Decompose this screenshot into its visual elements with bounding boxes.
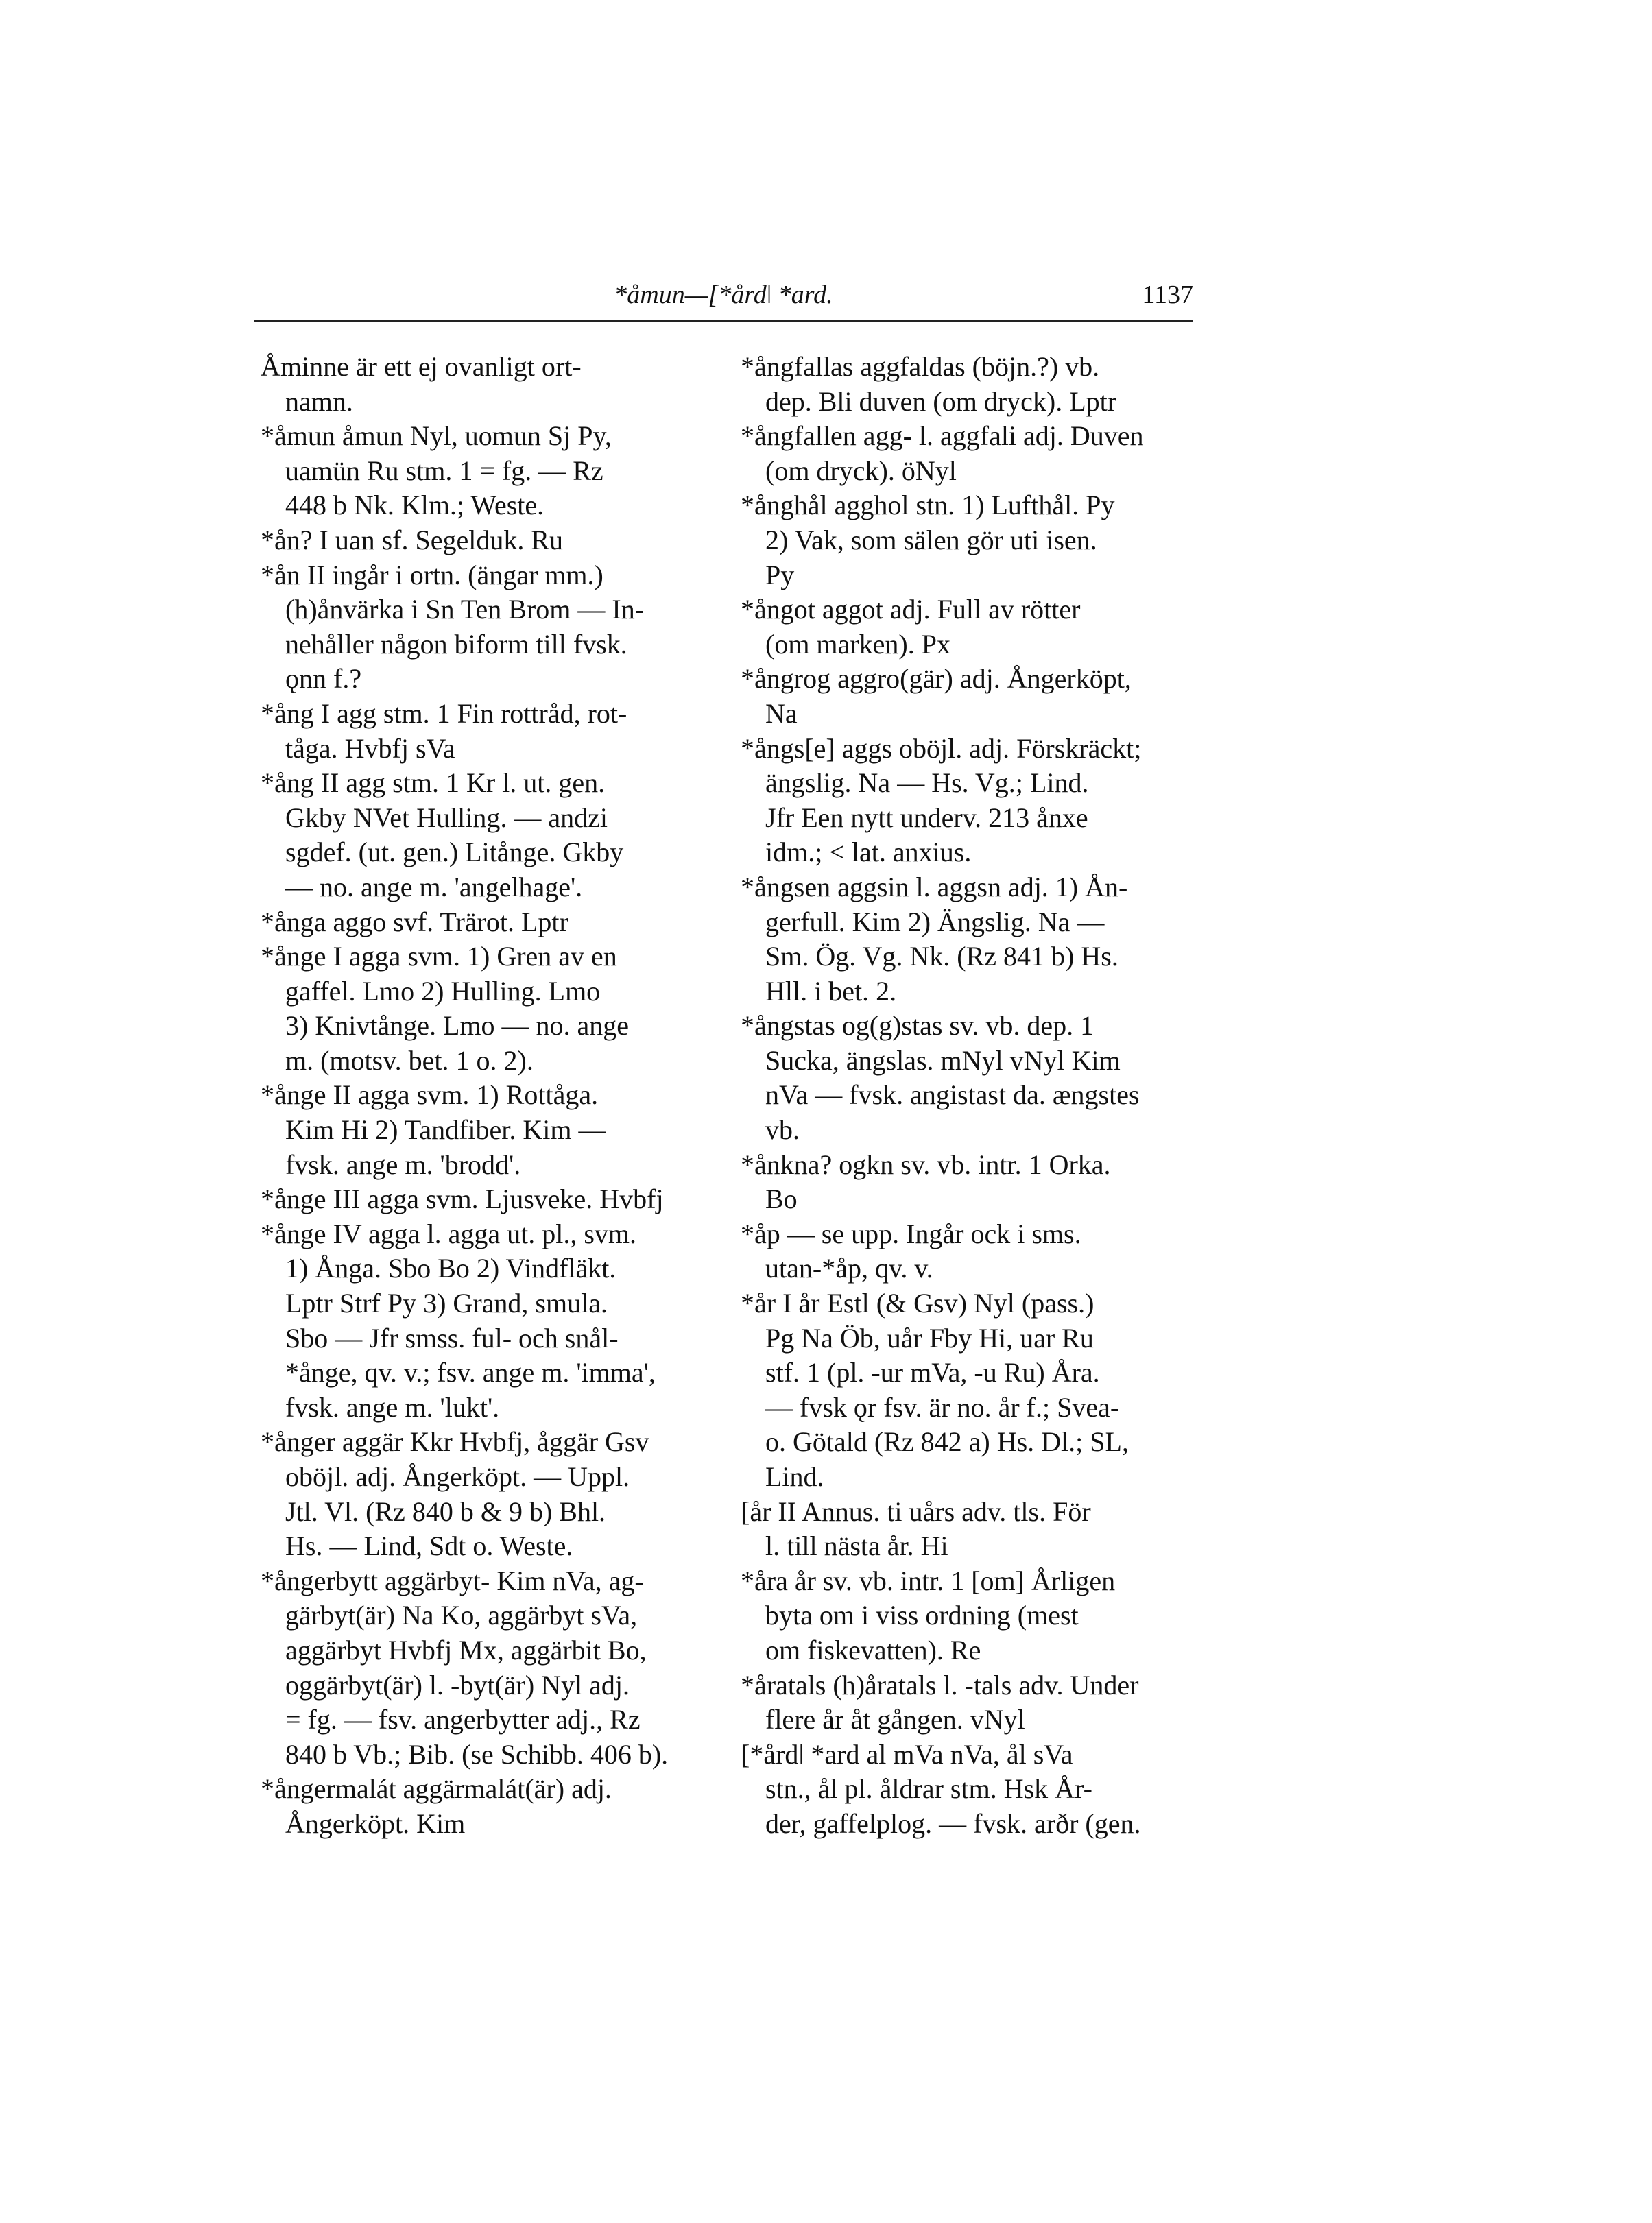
dictionary-entry: *åmun åmun Nyl, uomun Sj Py, uamün Ru stm. 1 = fg. — Rz 448 b Nk. Klm.; Weste. [261,420,612,521]
dictionary-entry: [år II Annus. ti uårs adv. tls. För l. till nästa år. Hi [741,1495,1091,1562]
dictionary-entry: *ångsen aggsin l. aggsn adj. 1) Ån- gerfull. Kim 2) Ängslig. Na — Sm. Ög. Vg. Nk. (Rz 841 b) Hs. Hll. i bet. 2. [741,871,1128,1007]
dictionary-entry: *år I år Estl (& Gsv) Nyl (pass.) Pg Na Öb, uår Fby Hi, uar Ru stf. 1 (pl. -ur mVa, -u Ru) Åra. — fvsk ǫr fsv. är no. år f.; Svea- o. Götald (Rz 842 a) Hs. Dl.; SL, Lind. [741,1288,1129,1492]
dictionary-entry: *ångrog aggro(gär) adj. Ångerköpt, Na [741,663,1132,729]
dictionary-entry: *åratals (h)åratals l. -tals adv. Under flere år åt gången. vNyl [741,1669,1139,1735]
dictionary-entry: *ån II ingår i ortn. (ängar mm.) (h)ånvärka i Sn Ten Brom — In- nehåller någon biform till fvsk. ǫnn f.? [261,559,645,695]
dictionary-entry: *ånkna? ogkn sv. vb. intr. 1 Orka. Bo [741,1149,1111,1215]
dictionary-entry: *ångermalát aggärmalát(är) adj. Ångerköpt. Kim [261,1773,612,1839]
page-number: 1137 [1142,280,1193,309]
dictionary-entry: *ångfallen agg- l. aggfali adj. Duven (om dryck). öNyl [741,420,1144,486]
dictionary-entry: *ång II agg stm. 1 Kr l. ut. gen. Gkby NVet Hulling. — andzi sgdef. (ut. gen.) Litånge. Gkby — no. ange m. 'angelhage'. [261,767,624,902]
dictionary-entry: *ång I agg stm. 1 Fin rottråd, rot- tåga. Hvbfj sVa [261,697,627,764]
dictionary-entry: *ånghål agghol stn. 1) Lufthål. Py 2) Vak, som sälen gör uti isen. Py [741,490,1115,590]
dictionary-entry: *ångfallas aggfaldas (böjn.?) vb. dep. Bli duven (om dryck). Lptr [741,351,1117,417]
dictionary-entry: *åp — se upp. Ingår ock i sms. utan-*åp, qv. v. [741,1218,1081,1284]
dictionary-entry: *ånge II agga svm. 1) Rottåga. Kim Hi 2) Tandfiber. Kim — fvsk. ange m. 'brodd'. [261,1079,606,1180]
left-column [261,350,706,1842]
dictionary-entry: *ånge I agga svm. 1) Gren av en gaffel. Lmo 2) Hulling. Lmo 3) Knivtånge. Lmo — no. ange m. (motsv. bet. 1 o. 2). [261,941,629,1076]
page-header [254,274,1193,322]
dictionary-entry: [*årdǀ *ard al mVa nVa, ål sVa stn., ål pl. åldrar stm. Hsk År- der, gaffelplog. — fvsk. arðr (gen. [741,1738,1141,1839]
dictionary-entry: *ångot aggot adj. Full av rötter (om marken). Px [741,594,1081,660]
dictionary-entry: *åra år sv. vb. intr. 1 [om] Årligen byta om i viss ordning (mest om fiskevatten). Re [741,1565,1116,1666]
dictionary-entry: *ån? I uan sf. Segelduk. Ru [261,524,564,555]
dictionary-entry: *ånge III agga svm. Ljusveke. Hvbfj [261,1183,664,1215]
header-rule [254,320,1193,322]
running-head: *åmun—[*årdǀ *ard. [614,280,833,309]
dictionary-entry: *ångstas og(g)stas sv. vb. dep. 1 Sucka, ängslas. mNyl vNyl Kim nVa — fvsk. angistast da. ængstes vb. [741,1010,1140,1146]
dictionary-entry: *ångerbytt aggärbyt- Kim nVa, ag- gärbyt(är) Na Ko, aggärbyt sVa, aggärbyt Hvbfj Mx, aggärbit Bo, oggärbyt(är) l. -byt(är) Nyl adj. = fg. — fsv. angerbytter adj., Rz 840 b Vb.; Bib. (se Schibb. 406 b). [261,1565,669,1770]
dictionary-entry: *ånge IV agga l. agga ut. pl., svm. 1) Ånga. Sbo Bo 2) Vindfläkt. Lptr Strf Py 3) Grand, smula. Sbo — Jfr smss. ful- och snål- *ånge, qv. v.; fsv. ange m. 'imma', fvsk. ange m. 'lukt'. [261,1218,656,1423]
dictionary-entry: *ånga aggo svf. Trärot. Lptr [261,906,568,937]
right-column [741,350,1193,1842]
dictionary-entry: *ångs[e] aggs oböjl. adj. Förskräckt; ängslig. Na — Hs. Vg.; Lind. Jfr Een nytt underv. 213 ånxe idm.; < lat. anxius. [741,732,1142,868]
dictionary-entry: *ånger aggär Kkr Hvbfj, åggär Gsv oböjl. adj. Ångerköpt. — Uppl. Jtl. Vl. (Rz 840 b & 9 b) Bhl. Hs. — Lind, Sdt o. Weste. [261,1426,649,1562]
dictionary-entry: Åminne är ett ej ovanligt ort- namn. [261,351,582,417]
